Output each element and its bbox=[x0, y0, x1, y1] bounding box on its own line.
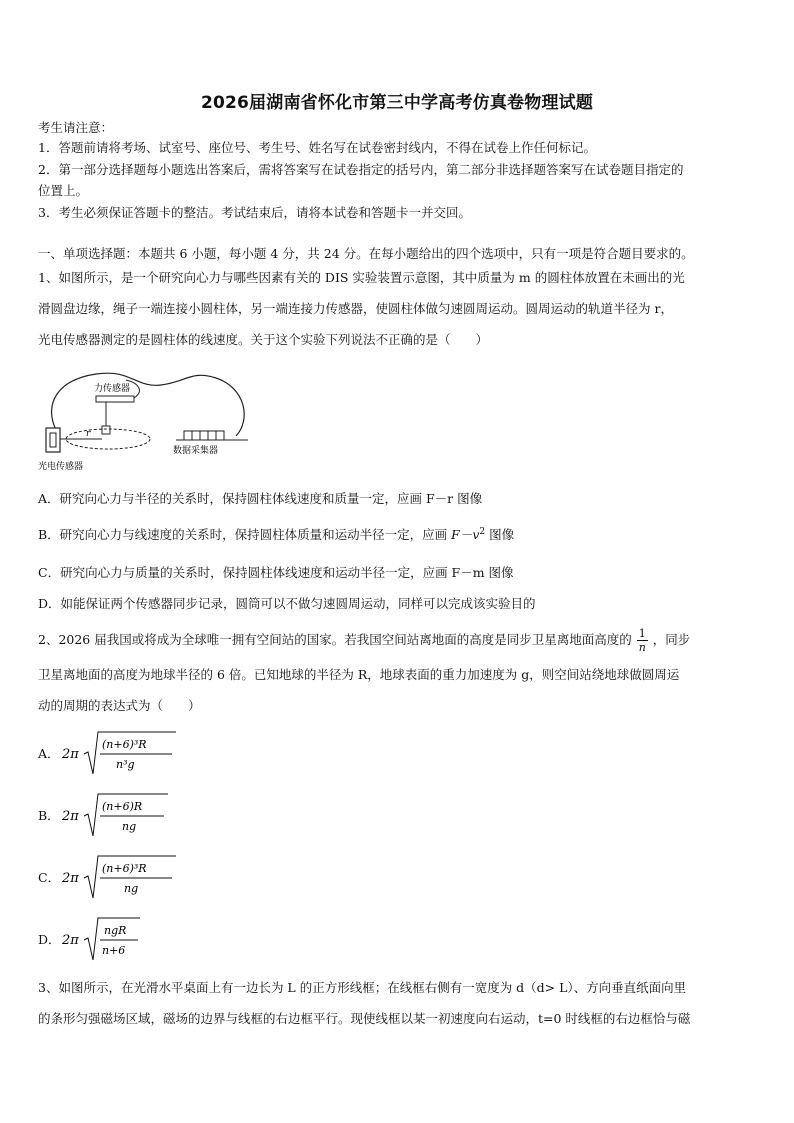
q1-option-b-math: F－v bbox=[451, 527, 480, 542]
q2-option-a-label: A． bbox=[38, 746, 60, 761]
q2-option-a-formula bbox=[60, 730, 180, 778]
q2-option-c-label: C． bbox=[38, 870, 61, 885]
q3-stem-line-1: 3、如图所示，在光滑水平桌面上有一边长为 L 的正方形线框；在线框右侧有一宽度为 d（d> L）、方向垂直纸面向里 bbox=[38, 980, 687, 995]
q2-option-a bbox=[38, 730, 178, 778]
two-pi-symbol: 2π bbox=[62, 747, 79, 762]
section-heading: 一、单项选择题：本题共 6 小题，每小题 4 分，共 24 分。在每小题给出的四个选项中，只有一项是符合题目要求的。 bbox=[38, 246, 694, 261]
q2-option-d bbox=[38, 916, 178, 964]
q2-fraction-numerator: 1 bbox=[638, 627, 646, 640]
q2-option-d-numerator: ngR bbox=[104, 924, 127, 937]
notice-item-1: 1．答题前请将考场、试室号、座位号、考生号、姓名写在试卷密封线内，不得在试卷上作任何标记。 bbox=[38, 140, 596, 155]
q2-stem-line-2: 卫星离地面的高度为地球半径的 6 倍。已知地球的半径为 R，地球表面的重力加速度为 g，则空间站绕地球做圆周运 bbox=[38, 667, 680, 682]
q2-option-b-label: B． bbox=[38, 808, 60, 823]
q2-option-a-numerator: (n+6)³R bbox=[102, 738, 147, 751]
force-sensor-label: 力传感器 bbox=[94, 384, 131, 394]
notice-item-3: 3．考生必须保证答题卡的整洁。考试结束后，请将本试卷和答题卡一并交回。 bbox=[38, 205, 471, 220]
two-pi-symbol: 2π bbox=[62, 933, 79, 948]
q2-option-b bbox=[38, 792, 178, 840]
q1-option-b-sup: 2 bbox=[479, 526, 486, 537]
q2-fraction-denominator: n bbox=[638, 641, 646, 654]
q2-option-b-numerator: (n+6)R bbox=[102, 800, 143, 813]
q2-option-d-label: D． bbox=[38, 932, 61, 947]
data-collector-label: 数据采集器 bbox=[173, 446, 219, 456]
q1-option-a: A．研究向心力与半径的关系时，保持圆柱体线速度和质量一定，应画 F－r 图像 bbox=[38, 491, 483, 506]
q2-option-c bbox=[38, 854, 178, 902]
q2-stem-line-1-suffix: ，同步 bbox=[652, 632, 691, 647]
radius-label: r bbox=[86, 429, 91, 439]
q1-option-c: C．研究向心力与质量的关系时，保持圆柱体线速度和运动半径一定，应画 F－m 图像 bbox=[38, 565, 514, 580]
q1-option-b bbox=[38, 525, 514, 543]
q2-option-c-denominator: ng bbox=[124, 882, 139, 895]
q2-option-b-denominator: ng bbox=[122, 820, 137, 833]
q2-option-d-denominator: n+6 bbox=[102, 944, 126, 957]
q2-stem-line-1 bbox=[38, 627, 690, 654]
two-pi-symbol: 2π bbox=[62, 809, 79, 824]
q1-stem-line-2: 滑圆盘边缘，绳子一端连接小圆柱体，另一端连接力传感器，使圆柱体做匀速圆周运动。圆周运动的轨道半径为 r， bbox=[38, 301, 673, 316]
q2-stem-line-3: 动的周期的表达式为（ ） bbox=[38, 698, 201, 713]
q1-option-b-suffix: 图像 bbox=[485, 527, 515, 542]
q2-option-a-denominator: n³g bbox=[116, 758, 135, 771]
q1-stem-line-1: 1、如图所示，是一个研究向心力与哪些因素有关的 DIS 实验装置示意图，其中质量为 m 的圆柱体放置在未画出的光 bbox=[38, 270, 685, 285]
q1-stem-line-3: 光电传感器测定的是圆柱体的线速度。关于这个实验下列说法不正确的是（ ） bbox=[38, 332, 489, 347]
q2-option-b-formula bbox=[60, 792, 180, 840]
q2-fraction bbox=[637, 627, 648, 654]
photo-sensor-label: 光电传感器 bbox=[38, 462, 84, 472]
q1-option-b-text: B．研究向心力与线速度的关系时，保持圆柱体质量和运动半径一定，应画 bbox=[38, 527, 452, 542]
notice-item-2-cont: 位置上。 bbox=[38, 183, 89, 198]
q2-stem-line-1-text: 2、2026 届我国或将成为全球唯一拥有空间站的国家。若我国空间站离地面的高度是同步卫星离地面高度的 bbox=[38, 632, 632, 647]
q2-option-d-formula bbox=[60, 916, 180, 964]
page-title: 2026届湖南省怀化市第三中学高考仿真卷物理试题 bbox=[200, 93, 594, 113]
notice-item-2: 2．第一部分选择题每小题选出答案后，需将答案写在试卷指定的括号内，第二部分非选择题答案写在试卷题目指定的 bbox=[38, 162, 684, 177]
notice-heading: 考生请注意： bbox=[38, 120, 114, 135]
q3-stem-line-2: 的条形匀强磁场区域，磁场的边界与线框的右边框平行。现使线框以某一初速度向右运动，t=0 时线框的右边框恰与磁 bbox=[38, 1011, 691, 1026]
q2-option-c-numerator: (n+6)³R bbox=[102, 862, 147, 875]
dis-apparatus-figure bbox=[36, 360, 256, 475]
q1-option-d: D．如能保证两个传感器同步记录，圆筒可以不做匀速圆周运动，同样可以完成该实验目的 bbox=[38, 596, 536, 611]
q2-option-c-formula bbox=[60, 854, 180, 902]
two-pi-symbol: 2π bbox=[62, 871, 79, 886]
